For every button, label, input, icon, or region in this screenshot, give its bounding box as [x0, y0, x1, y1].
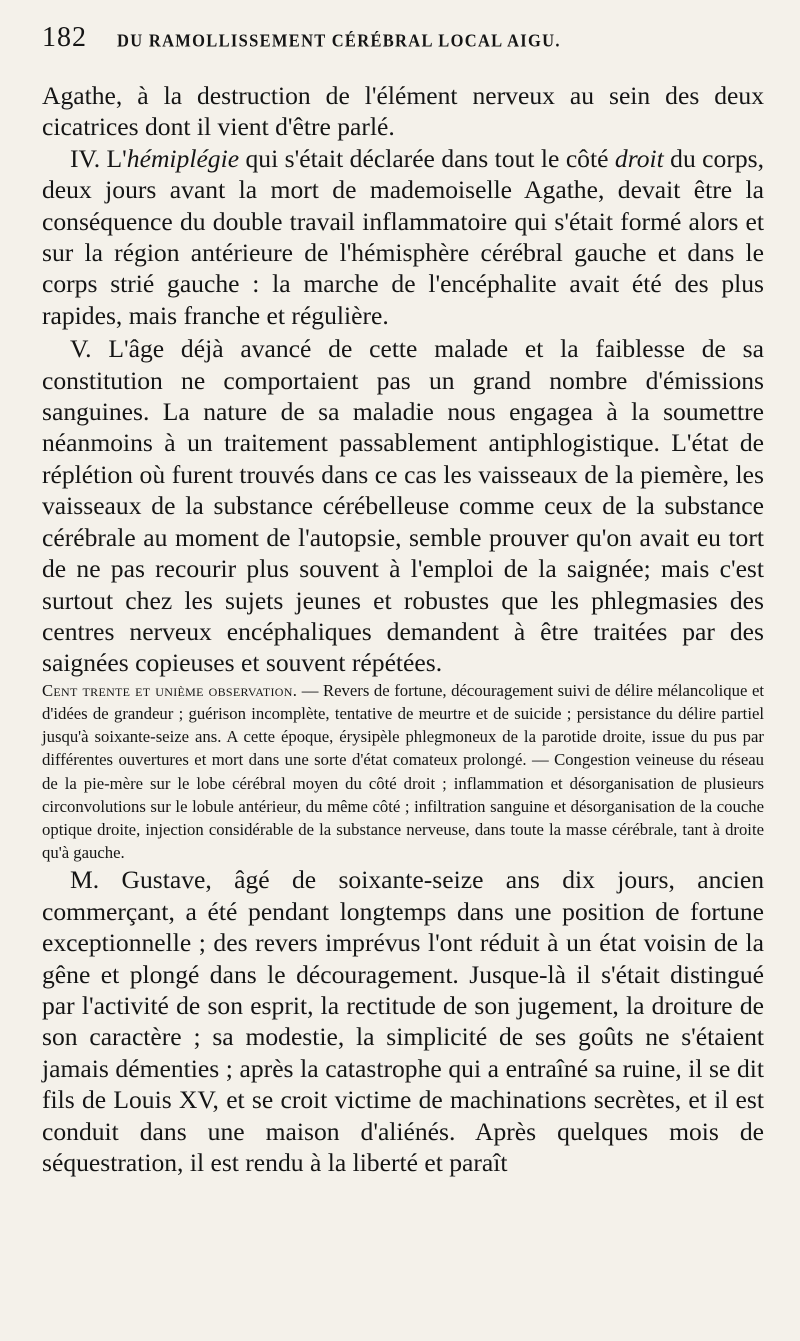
paragraph-iv-italic-term: hémiplégie: [126, 143, 240, 173]
page-number: 182: [42, 22, 87, 53]
main-text: [42, 80, 764, 1178]
paragraph-iv: [42, 143, 764, 331]
running-title: DU RAMOLLISSEMENT CÉRÉBRAL LOCAL AIGU.: [117, 30, 561, 51]
paragraph-iv-prefix: IV. L': [70, 143, 127, 173]
paragraph-iv-mid: qui s'était déclarée dans tout le côté: [239, 143, 615, 173]
case-paragraph: M. Gustave, âgé de soixante-seize ans dix jours, ancien commerçant, a été pendant longtemps dans une position de fortune exceptionnelle ; des revers imprévus l'ont réduit à un état voisin de la gêne et plongé dans le découragement. Jusque-là il s'était distingué par l'activité de son esprit, la rectitude de son jugement, la droiture de son caractère ; sa modestie, la simplicité de ses goûts ne s'étaient jamais démenties ; après la catastrophe qui a entraîné sa ruine, il se dit fils de Louis XV, et se croit victime de machinations secrètes, et il est conduit dans une maison d'aliénés. Après quelques mois de séquestration, il est rendu à la liberté et paraît: [42, 865, 764, 1177]
observation-block: [42, 679, 764, 865]
paragraph-iv-rest: du corps, deux jours avant la mort de mademoiselle Agathe, devait être la conséquence du double travail inflammatoire qui s'était formé alors et sur la région antérieure de l'hémisphère cérébral gauche et dans le corps strié gauche : la marche de l'encéphalite avait été des plus rapides, mais franche et régulière.: [42, 143, 765, 330]
paragraph-continuation: Agathe, à la destruction de l'élément nerveux au sein des deux cicatrices dont il vient d'être parlé.: [42, 81, 764, 142]
page-header: [42, 22, 764, 80]
observation-summary: — Revers de fortune, découragement suivi de délire mélancolique et d'idées de grandeur ; guérison incomplète, tentative de meurtre et de suicide ; persistance du délire partiel jusqu'à soixante-seize ans. A cette époque, érysipèle phlegmoneux de la parotide droite, issue du pus par différentes ouvertures et mort dans une sorte d'état comateux prolongé. — Congestion veineuse du réseau de la pie-mère sur le lobe cérébral moyen du côté droit ; inflammation et désorganisation de plusieurs circonvolutions sur le lobule antérieur, du même côté ; infiltration sanguine et désorganisation de la couche optique droite, injection considérable de la substance nerveuse, dans toute la masse cérébrale, tant à droite qu'à gauche.: [42, 680, 764, 863]
paragraph-v: V. L'âge déjà avancé de cette malade et la faiblesse de sa constitution ne comportaient pas un grand nombre d'émissions sanguines. La nature de sa maladie nous engagea à la soumettre néanmoins à un traitement passablement antiphlogistique. L'état de réplétion où furent trouvés dans ce cas les vaisseaux de la piemère, les vaisseaux de la substance cérébelleuse comme ceux de la substance cérébrale au moment de l'autopsie, semble prouver qu'on avait eu tort de ne pas recourir plus souvent à l'emploi de la saignée; mais c'est surtout chez les sujets jeunes et robustes que les phlegmasies des centres nerveux encéphaliques demandent à être traitées par des saignées copieuses et souvent répétées.: [42, 334, 764, 678]
paragraph-iv-italic-side: droit: [614, 143, 664, 173]
observation-heading: Cent trente et unième observation.: [42, 680, 298, 700]
